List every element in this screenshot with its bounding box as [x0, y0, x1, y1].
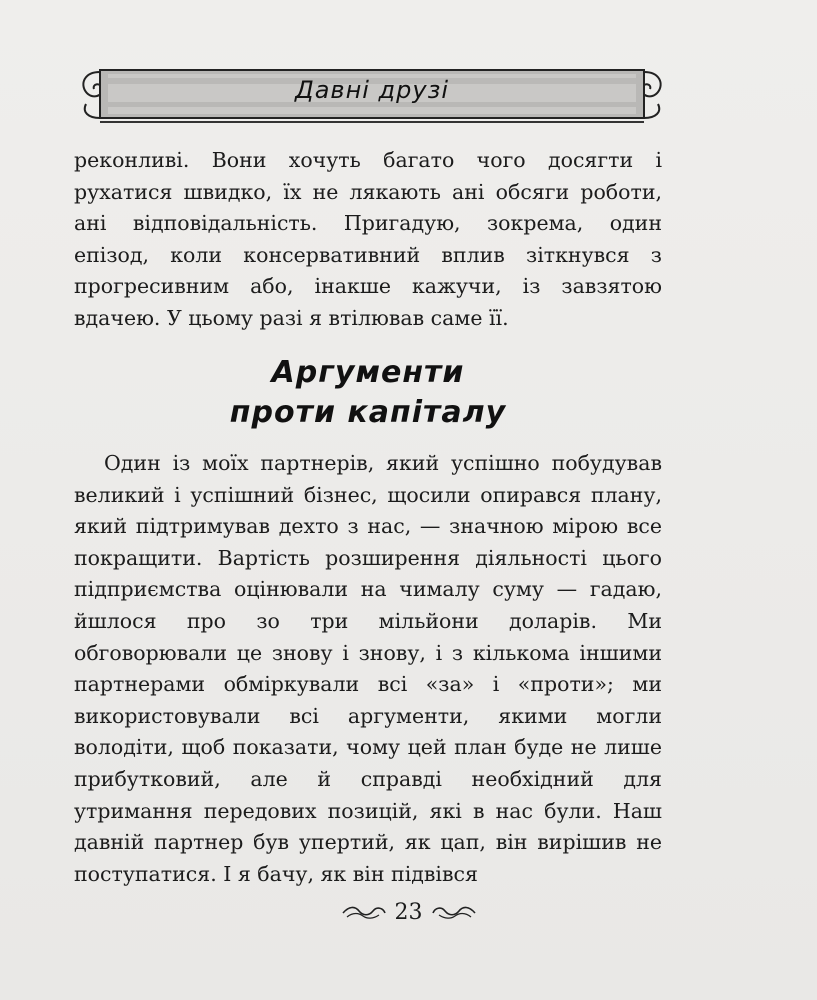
page-footer — [0, 900, 817, 926]
body-paragraph-1: реконливі. Вони хочуть багато чого досягти і рухатися швидко, їх не лякають ані обсяги роботи, ані відповідальність. Пригадую, зокрема, один епізод, коли консервативний вплив зіткнувся з прогресивним або, інакше кажучи, із завзятою вдачею. У цьому разі я втілював саме її. — [74, 148, 662, 330]
page-number: 23 — [394, 900, 423, 925]
section-heading-line-2: проти капіталу — [229, 395, 507, 430]
section-heading-line-1: Аргументи — [271, 355, 465, 390]
running-header-title: Давні друзі — [294, 76, 450, 104]
section-heading — [74, 353, 662, 433]
running-header-banner — [78, 58, 666, 128]
body-paragraph-2: Один із моїх партнерів, який успішно побудував великий і успішний бізнес, щосили опирався плану, який підтримував дехто з нас, — значною мірою все покращити. Вартість розширення діяльності цього підприємства оцінювали на чималу суму — гадаю, йшлося про зо три мільйони доларів. Ми обговорювали це знову і знову, і з кількома іншими партнерами обміркували всі «за» і «проти»; ми використовували всі аргументи, якими могли володіти, щоб показати, чому цей план буде не лише прибутковий, але й справді необхідний для утримання передових позицій, які в нас були. Наш давній партнер був упертий, як цап, він вирішив не поступатися. І я бачу, як він підвівся — [74, 451, 662, 886]
flourish-right-icon — [431, 904, 477, 922]
flourish-left-icon — [341, 904, 387, 922]
